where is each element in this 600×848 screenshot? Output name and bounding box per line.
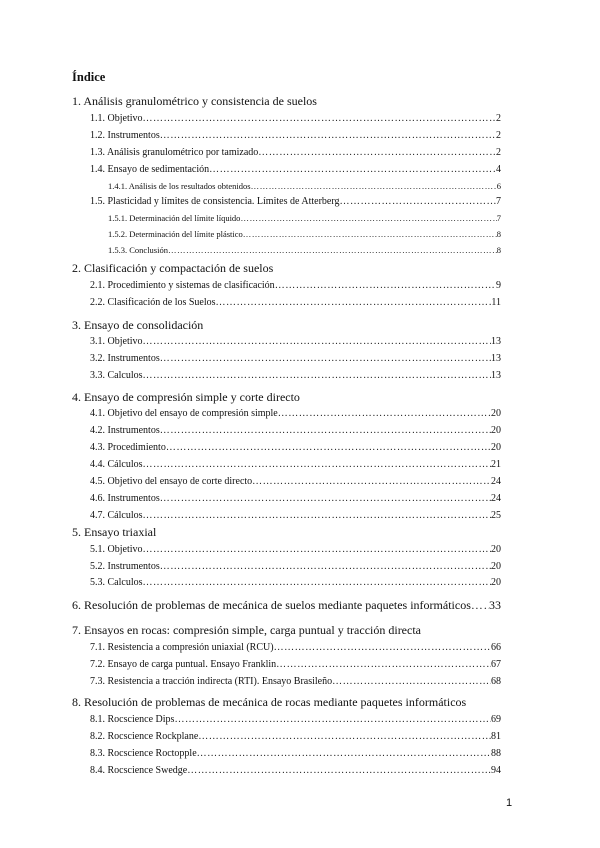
toc-entry[interactable]: 1.4.1. Análisis de los resultados obtenidos ………………………………………………………………………………………………………………………………………………………………………………………………………… 6 [108,181,501,191]
dot-leader [143,459,492,470]
dot-leader [209,164,496,175]
dot-leader [143,113,497,124]
dot-leader [143,336,492,347]
toc-entry[interactable]: 1.5.3. Conclusión ………………………………………………………………………………………………………………………………………………………………………………………………………… 8 [108,245,501,255]
toc-entry[interactable]: 6. Resolución de problemas de mecánica de suelos mediante paquetes informáticos ………………………………………………………………………………………………………………………………………………………………………………………………………… 33 [72,598,501,613]
toc-entry[interactable]: 1.3. Análisis granulométrico por tamizado ………………………………………………………………………………………………………………………………………………………………………………………………………… 2 [90,147,501,158]
toc-entry[interactable]: 3.1. Objetivo ………………………………………………………………………………………………………………………………………………………………………………………………………… 13 [90,336,501,347]
toc-entry[interactable]: 1.2. Instrumentos ………………………………………………………………………………………………………………………………………………………………………………………………………… 2 [90,130,501,141]
toc-entry[interactable]: 1.5.1. Determinación del límite líquido ………………………………………………………………………………………………………………………………………………………………………………………………………… 7 [108,213,501,223]
dot-leader [143,544,492,555]
toc-entry[interactable]: 2.1. Procedimiento y sistemas de clasificación ………………………………………………………………………………………………………………………………………………………………………………………………………… 9 [90,280,501,291]
toc-title: Índice [72,70,106,84]
section-heading[interactable]: 3. Ensayo de consolidación [72,318,204,332]
toc-entry[interactable]: 7.1. Resistencia a compresión uniaxial (RCU) ………………………………………………………………………………………………………………………………………………………………………………………………………… 66 [90,642,501,653]
dot-leader [276,659,491,670]
toc-entry[interactable]: 8.2. Rocscience Rockplane ………………………………………………………………………………………………………………………………………………………………………………………………………… 81 [90,731,501,742]
toc-entry[interactable]: 8.4. Rocscience Swedge ………………………………………………………………………………………………………………………………………………………………………………………………………… 94 [90,765,501,776]
toc-entry[interactable]: 1.5. Plasticidad y límites de consistencia. Límites de Atterberg ………………………………………………………………………………………………………………………………………………………………………………………………………… 7 [90,196,501,207]
dot-leader [160,561,491,572]
dot-leader [160,493,491,504]
dot-leader [160,130,496,141]
dot-leader [252,476,491,487]
toc-entry[interactable]: 4.1. Objetivo del ensayo de compresión simple ………………………………………………………………………………………………………………………………………………………………………………………………………… 20 [90,408,501,419]
dot-leader [166,442,491,453]
toc-entry[interactable]: 1.4. Ensayo de sedimentación ………………………………………………………………………………………………………………………………………………………………………………………………………… 4 [90,164,501,175]
section-heading[interactable]: 2. Clasificación y compactación de suelos [72,261,274,275]
dot-leader [197,748,491,759]
dot-leader [216,297,492,308]
section-heading[interactable]: 1. Análisis granulométrico y consistencia de suelos [72,94,317,108]
dot-leader [187,765,491,776]
dot-leader [332,676,491,687]
dot-leader [258,147,496,158]
dot-leader [243,229,497,239]
toc-entry[interactable]: 4.5. Objetivo del ensayo de corte directo ………………………………………………………………………………………………………………………………………………………………………………………………………… 24 [90,476,501,487]
toc-entry[interactable]: 4.2. Instrumentos ………………………………………………………………………………………………………………………………………………………………………………………………………… 20 [90,425,501,436]
dot-leader [143,370,492,381]
toc-entry[interactable]: 5.2. Instrumentos ………………………………………………………………………………………………………………………………………………………………………………………………………… 20 [90,561,501,572]
dot-leader [471,598,489,613]
dot-leader [168,245,497,255]
toc-entry[interactable]: 7.2. Ensayo de carga puntual. Ensayo Franklin ………………………………………………………………………………………………………………………………………………………………………………………………………… 67 [90,659,501,670]
toc-entry[interactable]: 3.2. Instrumentos ………………………………………………………………………………………………………………………………………………………………………………………………………… 13 [90,353,501,364]
dot-leader [174,714,491,725]
dot-leader [143,577,492,588]
dot-leader [143,510,492,521]
toc-entry[interactable]: 4.6. Instrumentos ………………………………………………………………………………………………………………………………………………………………………………………………………… 24 [90,493,501,504]
toc-entry[interactable]: 4.7. Cálculos ………………………………………………………………………………………………………………………………………………………………………………………………………… 25 [90,510,501,521]
dot-leader [160,353,491,364]
section-heading[interactable]: 8. Resolución de problemas de mecánica de rocas mediante paquetes informáticos [72,695,467,709]
dot-leader [160,425,491,436]
dot-leader [278,408,491,419]
toc-entry[interactable]: 5.3. Calculos ………………………………………………………………………………………………………………………………………………………………………………………………………… 20 [90,577,501,588]
toc-entry[interactable]: 4.4. Cálculos ………………………………………………………………………………………………………………………………………………………………………………………………………… 21 [90,459,501,470]
dot-leader [340,196,497,207]
dot-leader [251,181,497,191]
dot-leader [240,213,496,223]
toc-entry[interactable]: 3.3. Calculos ………………………………………………………………………………………………………………………………………………………………………………………………………… 13 [90,370,501,381]
page-number: 1 [506,797,513,809]
toc-entry[interactable]: 1.5.2. Determinación del límite plástico ………………………………………………………………………………………………………………………………………………………………………………………………………… 8 [108,229,501,239]
section-heading[interactable]: 7. Ensayos en rocas: compresión simple, carga puntual y tracción directa [72,623,421,637]
dot-leader [275,280,496,291]
dot-leader [274,642,491,653]
toc-entry[interactable]: 8.1. Rocscience Dips ………………………………………………………………………………………………………………………………………………………………………………………………………… 69 [90,714,501,725]
toc-entry[interactable]: 7.3. Resistencia a tracción indirecta (RTI). Ensayo Brasileño ………………………………………………………………………………………………………………………………………………………………………………………………………… 68 [90,676,501,687]
dot-leader [198,731,491,742]
toc-entry[interactable]: 8.3. Rocscience Roctopple ………………………………………………………………………………………………………………………………………………………………………………………………………… 88 [90,748,501,759]
toc-entry[interactable]: 5.1. Objetivo ………………………………………………………………………………………………………………………………………………………………………………………………………… 20 [90,544,501,555]
section-heading[interactable]: 4. Ensayo de compresión simple y corte directo [72,390,300,404]
section-heading[interactable]: 5. Ensayo triaxial [72,525,157,539]
toc-entry[interactable]: 1.1. Objetivo ………………………………………………………………………………………………………………………………………………………………………………………………………… 2 [90,113,501,124]
toc-entry[interactable]: 4.3. Procedimiento ………………………………………………………………………………………………………………………………………………………………………………………………………… 20 [90,442,501,453]
toc-entry[interactable]: 2.2. Clasificación de los Suelos ………………………………………………………………………………………………………………………………………………………………………………………………………… 11 [90,297,501,308]
